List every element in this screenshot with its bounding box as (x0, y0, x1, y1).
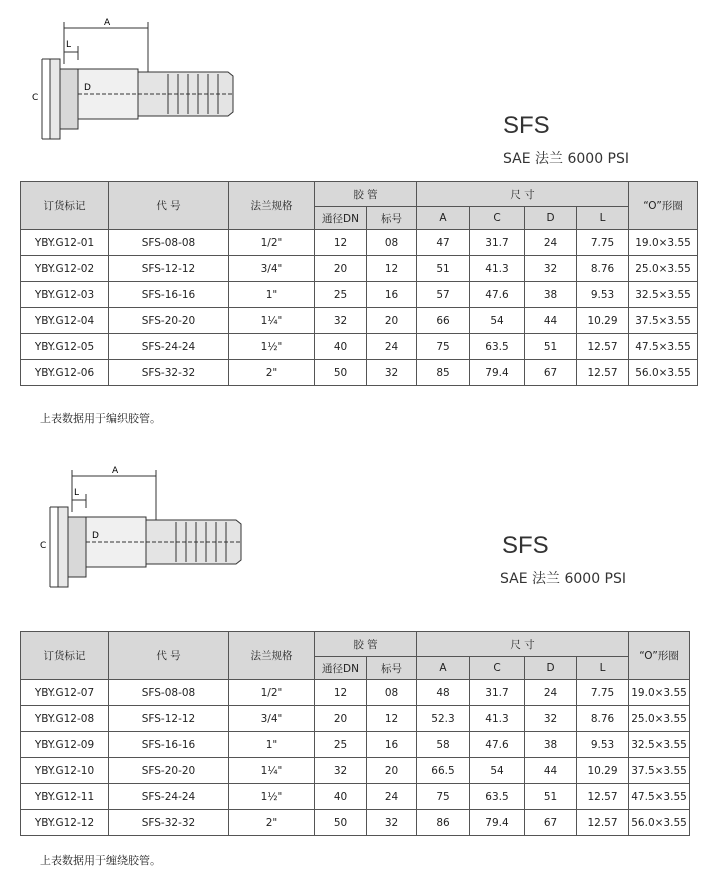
table-cell: 37.5×3.55 (629, 758, 690, 784)
table-cell: 12.57 (577, 784, 629, 810)
table-row (21, 810, 690, 836)
table-cell: 7.75 (577, 230, 629, 256)
table-cell: 12.57 (577, 334, 629, 360)
table-cell: 48 (417, 680, 470, 706)
table-cell: 40 (315, 334, 367, 360)
table-cell: 32.5×3.55 (629, 732, 690, 758)
table-cell: 25.0×3.55 (629, 256, 698, 282)
table-cell: YBY.G12-01 (21, 230, 109, 256)
table-cell: 24 (525, 230, 577, 256)
table-row (21, 732, 690, 758)
table-cell: 40 (315, 784, 367, 810)
table-cell: 63.5 (470, 334, 525, 360)
table-cell: SFS-20-20 (109, 308, 229, 334)
table-cell: 51 (525, 334, 577, 360)
table-cell: 66 (417, 308, 470, 334)
table-cell: 85 (417, 360, 470, 386)
table-cell: 2" (229, 360, 315, 386)
spec-table (20, 181, 698, 386)
table-cell: 1/2" (229, 680, 315, 706)
header-mark: 标号 (367, 657, 417, 680)
table-body (21, 680, 690, 836)
dim-label-d: D (92, 531, 99, 541)
table-cell: 24 (525, 680, 577, 706)
table-cell: 79.4 (470, 810, 525, 836)
header-a: A (417, 657, 470, 680)
table-cell: 12.57 (577, 360, 629, 386)
header-flange: 法兰规格 (229, 182, 315, 230)
table-cell: 57 (417, 282, 470, 308)
header-mark: 标号 (367, 207, 417, 230)
table-cell: 12 (315, 680, 367, 706)
table-cell: YBY.G12-10 (21, 758, 109, 784)
table-row (21, 706, 690, 732)
table-cell: 25 (315, 282, 367, 308)
table-cell: 24 (367, 784, 417, 810)
table-row (21, 282, 698, 308)
header-size: 尺 寸 (417, 182, 629, 207)
table-cell: 66.5 (417, 758, 470, 784)
header-code: 代 号 (109, 632, 229, 680)
dim-label-c: C (40, 541, 47, 551)
fitting-drawing (36, 462, 276, 612)
table-cell: YBY.G12-02 (21, 256, 109, 282)
header-hose: 胶 管 (315, 182, 417, 207)
table-cell: YBY.G12-08 (21, 706, 109, 732)
table-cell: 25.0×3.55 (629, 706, 690, 732)
header-order-no: 订货标记 (21, 632, 109, 680)
table-cell: 67 (525, 810, 577, 836)
table-row (21, 758, 690, 784)
table-row (21, 334, 698, 360)
table-cell: 31.7 (470, 230, 525, 256)
table-cell: 1" (229, 732, 315, 758)
header-l: L (577, 657, 629, 680)
table-cell: 20 (367, 308, 417, 334)
table-cell: 32 (315, 308, 367, 334)
table-cell: SFS-12-12 (109, 256, 229, 282)
table-cell: 75 (417, 784, 470, 810)
table-cell: SFS-16-16 (109, 732, 229, 758)
table-cell: 32 (525, 256, 577, 282)
table-cell: 25 (315, 732, 367, 758)
table-cell: 37.5×3.55 (629, 308, 698, 334)
table-cell: 12 (367, 706, 417, 732)
table-cell: SFS-16-16 (109, 282, 229, 308)
table-cell: YBY.G12-11 (21, 784, 109, 810)
header-dn: 通径DN (315, 657, 367, 680)
table-cell: 47.6 (470, 732, 525, 758)
table-cell: 41.3 (470, 706, 525, 732)
table-cell: 1¼" (229, 308, 315, 334)
table-cell: 20 (315, 706, 367, 732)
table-cell: 47.5×3.55 (629, 784, 690, 810)
table-cell: 08 (367, 680, 417, 706)
header-a: A (417, 207, 470, 230)
table-cell: 20 (367, 758, 417, 784)
dim-label-a: A (112, 466, 119, 476)
table-cell: 10.29 (577, 308, 629, 334)
table-cell: 63.5 (470, 784, 525, 810)
table-cell: 75 (417, 334, 470, 360)
fitting-drawing (28, 14, 268, 164)
table-cell: SFS-32-32 (109, 810, 229, 836)
table-cell: 52.3 (417, 706, 470, 732)
table-note: 上表数据用于缠绕胶管。 (40, 854, 161, 867)
table-cell: 50 (315, 810, 367, 836)
table-cell: 1/2" (229, 230, 315, 256)
dim-label-l: L (66, 40, 72, 50)
table-cell: 20 (315, 256, 367, 282)
table-row (21, 256, 698, 282)
table-cell: 54 (470, 308, 525, 334)
table-cell: SFS-12-12 (109, 706, 229, 732)
dim-label-a: A (104, 18, 111, 28)
header-oring: “O”形圈 (629, 182, 698, 230)
table-cell: SFS-24-24 (109, 784, 229, 810)
table-body (21, 230, 698, 386)
header-c: C (470, 657, 525, 680)
table-row (21, 360, 698, 386)
table-note: 上表数据用于编织胶管。 (40, 412, 161, 425)
table-cell: 51 (417, 256, 470, 282)
table-cell: YBY.G12-03 (21, 282, 109, 308)
product-subtitle: SAE 法兰 6000 PSI (500, 571, 627, 587)
table-cell: 2" (229, 810, 315, 836)
table-cell: 32 (367, 360, 417, 386)
dim-label-c: C (32, 93, 39, 103)
table-cell: 3/4" (229, 256, 315, 282)
table-cell: 7.75 (577, 680, 629, 706)
table-cell: 47 (417, 230, 470, 256)
table-cell: SFS-20-20 (109, 758, 229, 784)
table-cell: 41.3 (470, 256, 525, 282)
spec-table (20, 631, 690, 836)
table-cell: SFS-08-08 (109, 230, 229, 256)
table-cell: SFS-24-24 (109, 334, 229, 360)
table-cell: 38 (525, 282, 577, 308)
table-cell: 16 (367, 282, 417, 308)
table-cell: 31.7 (470, 680, 525, 706)
table-cell: 47.6 (470, 282, 525, 308)
table-cell: 16 (367, 732, 417, 758)
header-c: C (470, 207, 525, 230)
table-cell: YBY.G12-07 (21, 680, 109, 706)
table-cell: YBY.G12-09 (21, 732, 109, 758)
header-l: L (577, 207, 629, 230)
header-d: D (525, 657, 577, 680)
table-cell: YBY.G12-05 (21, 334, 109, 360)
dim-label-l: L (74, 488, 80, 498)
table-cell: 79.4 (470, 360, 525, 386)
table-cell: 1½" (229, 334, 315, 360)
table-cell: 12.57 (577, 810, 629, 836)
table-cell: SFS-08-08 (109, 680, 229, 706)
table-cell: 1¼" (229, 758, 315, 784)
table-cell: 9.53 (577, 732, 629, 758)
table-cell: 32 (315, 758, 367, 784)
table-cell: 51 (525, 784, 577, 810)
table-cell: YBY.G12-06 (21, 360, 109, 386)
table-row (21, 784, 690, 810)
table-cell: 56.0×3.55 (629, 810, 690, 836)
table-row (21, 230, 698, 256)
header-flange: 法兰规格 (229, 632, 315, 680)
header-d: D (525, 207, 577, 230)
table-cell: 47.5×3.55 (629, 334, 698, 360)
table-row (21, 308, 698, 334)
header-order-no: 订货标记 (21, 182, 109, 230)
table-cell: 38 (525, 732, 577, 758)
table-cell: 44 (525, 308, 577, 334)
table-cell: 58 (417, 732, 470, 758)
table-cell: 12 (315, 230, 367, 256)
table-cell: 9.53 (577, 282, 629, 308)
table-cell: 67 (525, 360, 577, 386)
table-cell: SFS-32-32 (109, 360, 229, 386)
table-cell: YBY.G12-12 (21, 810, 109, 836)
table-cell: 32 (367, 810, 417, 836)
table-cell: 86 (417, 810, 470, 836)
table-cell: 32 (525, 706, 577, 732)
table-cell: 19.0×3.55 (629, 230, 698, 256)
header-dn: 通径DN (315, 207, 367, 230)
table-cell: 32.5×3.55 (629, 282, 698, 308)
header-oring: “O”形圈 (629, 632, 690, 680)
table-row (21, 680, 690, 706)
header-hose: 胶 管 (315, 632, 417, 657)
table-cell: 3/4" (229, 706, 315, 732)
table-cell: 1" (229, 282, 315, 308)
table-cell: 19.0×3.55 (629, 680, 690, 706)
header-code: 代 号 (109, 182, 229, 230)
table-cell: 10.29 (577, 758, 629, 784)
table-cell: 44 (525, 758, 577, 784)
header-size: 尺 寸 (417, 632, 629, 657)
table-cell: 50 (315, 360, 367, 386)
product-subtitle: SAE 法兰 6000 PSI (503, 151, 630, 167)
table-cell: 56.0×3.55 (629, 360, 698, 386)
dim-label-d: D (84, 83, 91, 93)
table-cell: YBY.G12-04 (21, 308, 109, 334)
product-title: SFS (502, 532, 549, 559)
product-title: SFS (503, 112, 550, 139)
table-cell: 12 (367, 256, 417, 282)
table-cell: 08 (367, 230, 417, 256)
table-cell: 8.76 (577, 256, 629, 282)
table-cell: 1½" (229, 784, 315, 810)
table-cell: 24 (367, 334, 417, 360)
table-cell: 54 (470, 758, 525, 784)
table-cell: 8.76 (577, 706, 629, 732)
